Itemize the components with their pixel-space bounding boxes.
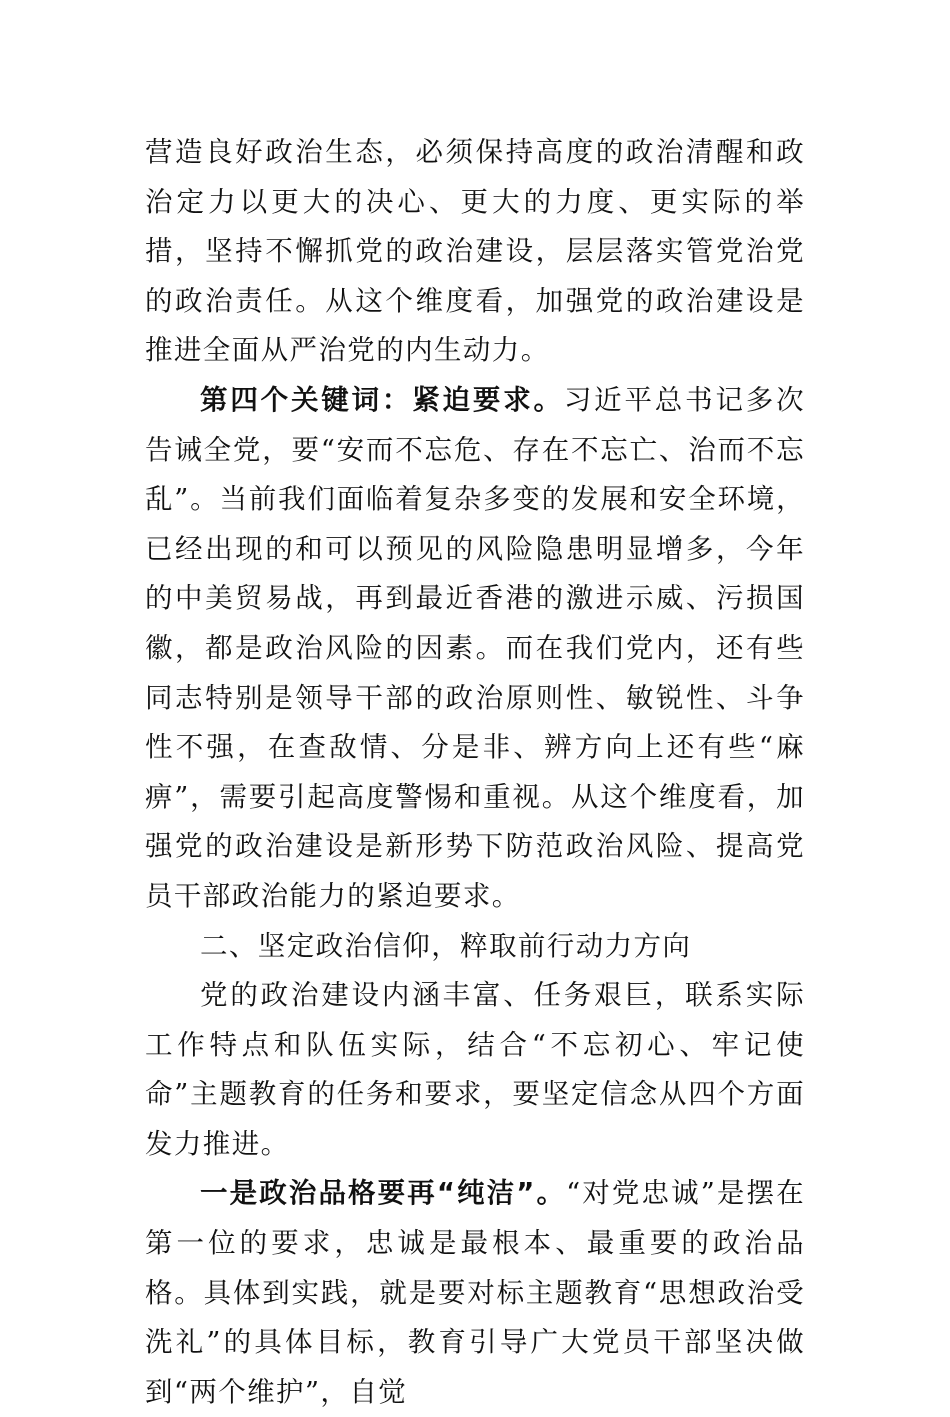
paragraph-2-lead: 第四个关键词：紧迫要求。 (200, 383, 564, 416)
paragraph-1-text: 营造良好政治生态，必须保持高度的政治清醒和政治定力以更大的决心、更大的力度、更实际的举措，坚持不懈抓党的政治建设，层层落实管党治党的政治责任。从这个维度看，加强党的政治建设是推进全面从严治党的内生动力。 (145, 136, 805, 367)
paragraph-1 (145, 128, 805, 376)
paragraph-2-text: 习近平总书记多次告诫全党，要“安而不忘危、存在不忘亡、治而不忘乱”。当前我们面临着复杂多变的发展和安全环境，已经出现的和可以预见的风险隐患明显增多，今年的中美贸易战，再到最近香港的激进示威、污损国徽，都是政治风险的因素。而在我们党内，还有些同志特别是领导干部的政治原则性、敏锐性、斗争性不强，在查敌情、分是非、辨方向上还有些“麻痹”，需要引起高度警惕和重视。从这个维度看，加强党的政治建设是新形势下防范政治风险、提高党员干部政治能力的紧迫要求。 (145, 383, 805, 912)
section-heading: 二、坚定政治信仰，粹取前行动力方向 (200, 929, 692, 962)
paragraph-4-text: “对党忠诚”是摆在第一位的要求，忠诚是最根本、最重要的政治品格。具体到实践，就是要对标主题教育“思想政治受洗礼”的具体目标，教育引导广大党员干部坚决做到“两个维护”，自觉 (145, 1177, 805, 1408)
paragraph-2 (145, 376, 805, 922)
paragraph-3-text: 党的政治建设内涵丰富、任务艰巨，联系实际工作特点和队伍实际，结合“不忘初心、牢记使命”主题教育的任务和要求，要坚定信念从四个方面发力推进。 (145, 979, 805, 1160)
paragraph-3 (145, 971, 805, 1169)
paragraph-4-lead: 一是政治品格要再“纯洁”。 (200, 1177, 567, 1210)
paragraph-4 (145, 1169, 805, 1417)
document-page (145, 128, 805, 1417)
